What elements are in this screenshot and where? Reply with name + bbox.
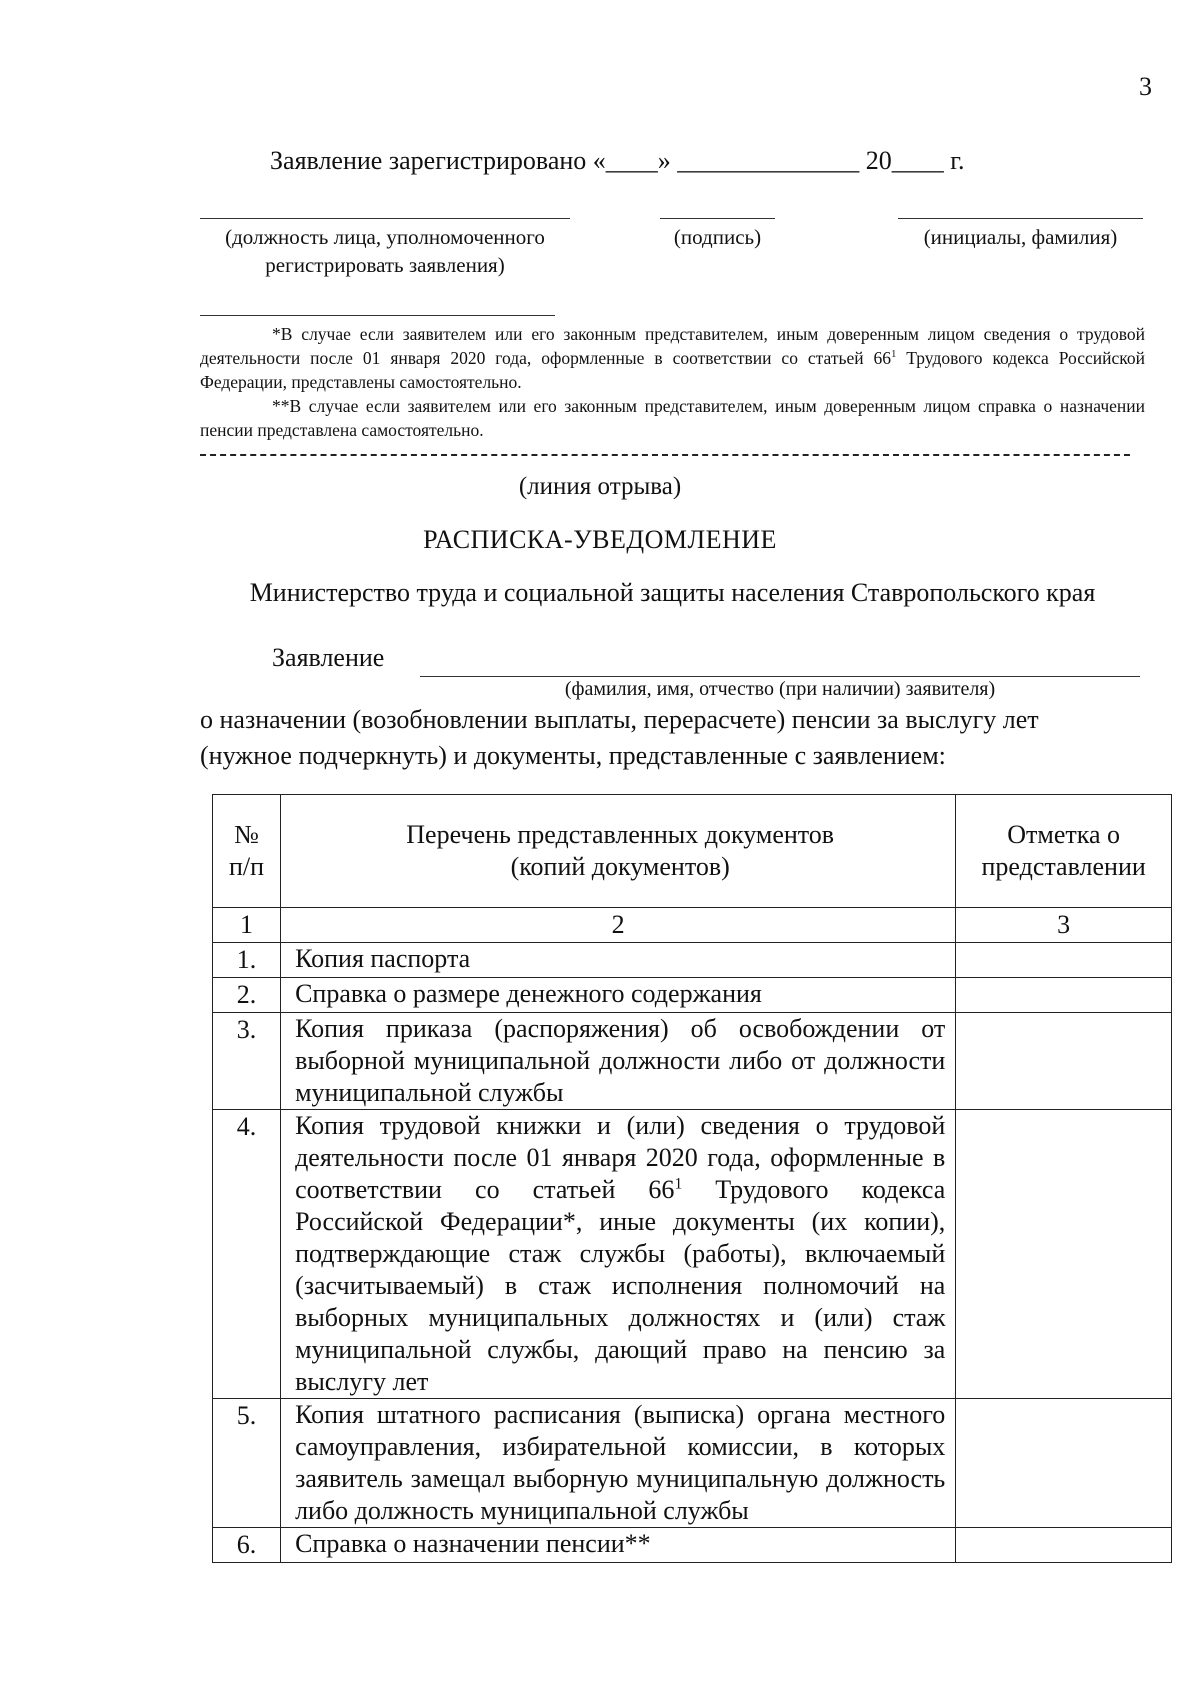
row-number: 2.: [213, 978, 281, 1013]
row-document: Справка о назначении пенсии**: [281, 1528, 956, 1563]
row-mark-cell[interactable]: [956, 1013, 1172, 1110]
table-row: [213, 943, 1172, 978]
registration-label: Заявление зарегистрировано «: [270, 146, 606, 175]
row-number: 3.: [213, 1013, 281, 1110]
position-underline: [200, 218, 570, 219]
document-title: РАСПИСКА-УВЕДОМЛЕНИЕ: [423, 525, 777, 554]
initials-caption: (инициалы, фамилия): [923, 225, 1118, 249]
header-documents: Перечень представленных документов (копий документов): [281, 795, 956, 908]
tear-line: [200, 454, 1130, 456]
registration-line: [270, 146, 965, 176]
row-mark-cell[interactable]: [956, 1110, 1172, 1399]
table-row: [213, 978, 1172, 1013]
footnote-1: *В случае если заявителем или его законным представителем, иным доверенным лицом сведения о трудовой деятельности после 01 января 2020 года, оформленные в соответствии со статьей $66^1$ Трудового кодекса Российской Федерации, представлены самостоятельно.: [200, 324, 1145, 392]
registration-year-blank: ____: [891, 146, 944, 175]
index-cell: 2: [281, 908, 956, 943]
signature-underline: [660, 218, 775, 219]
index-cell: 1: [213, 908, 281, 943]
signature-caption: (подпись): [673, 225, 762, 249]
documents-table: [212, 794, 1172, 1563]
intro-line1: о назначении (возобновлении выплаты, перерасчете) пенсии за выслугу лет: [200, 705, 1039, 734]
applicant-hint: (фамилия, имя, отчество (при наличии) заявителя): [564, 678, 996, 700]
row-document: Копия трудовой книжки и (или) сведения о трудовой деятельности после 01 января 2020 года, оформленные в соответствии со статьей $66^1$ Трудового кодекса Российской Федерации*, иные документы (их копии), подтверждающие стаж службы (работы), включаемый (засчитываемый) в стаж исполнения полномочий на выборных муниципальных должностях и (или) стаж муниципальной службы, дающий право на пенсию за выслугу лет: [281, 1110, 956, 1399]
table-row: [213, 1013, 1172, 1110]
header-num: № п/п: [213, 795, 281, 908]
ministry-name: Министерство труда и социальной защиты населения Ставропольского края: [249, 578, 1096, 607]
footnote-2: **В случае если заявителем или его законным представителем, иным доверенным лицом справка о назначении пенсии представлена самостоятельно.: [200, 396, 1145, 440]
row-document: Копия паспорта: [281, 943, 956, 978]
registration-close-quote: »: [657, 146, 671, 175]
tear-line-label: (линия отрыва): [518, 473, 682, 500]
intro-line2: (нужное подчеркнуть) и документы, представленные с заявлением:: [200, 741, 946, 770]
table-row: [213, 1110, 1172, 1399]
index-cell: 3: [956, 908, 1172, 943]
table-index-row: [213, 908, 1172, 943]
row-number: 6.: [213, 1528, 281, 1563]
row-document: Копия штатного расписания (выписка) органа местного самоуправления, избирательной комиссии, в которых заявитель замещал выборную муниципальную должность либо должность муниципальной службы: [281, 1399, 956, 1528]
footnote-separator: [200, 315, 555, 316]
position-caption-line2: регистрировать заявления): [265, 253, 505, 277]
row-mark-cell[interactable]: [956, 1399, 1172, 1528]
signature-field: [660, 218, 775, 251]
initials-underline: [898, 218, 1143, 219]
row-number: 1.: [213, 943, 281, 978]
row-mark-cell[interactable]: [956, 943, 1172, 978]
row-document: Справка о размере денежного содержания: [281, 978, 956, 1013]
position-caption-line1: (должность лица, уполномоченного: [225, 225, 545, 249]
row-document: Копия приказа (распоряжения) об освобождении от выборной муниципальной должности либо от должности муниципальной службы: [281, 1013, 956, 1110]
table-row: [213, 1528, 1172, 1563]
footnotes: [200, 322, 1145, 442]
row-mark-cell[interactable]: [956, 1528, 1172, 1563]
applicant-label: Заявление: [272, 643, 385, 672]
registration-day-blank: ____: [605, 146, 658, 175]
registration-month-blank: ______________: [677, 146, 860, 175]
row-number: 5.: [213, 1399, 281, 1528]
intro-text: [200, 702, 1145, 774]
header-mark: Отметка о представлении: [956, 795, 1172, 908]
page-number: 3: [1139, 72, 1152, 101]
registration-year-prefix: 20: [865, 146, 892, 175]
applicant-name-line: [420, 676, 1140, 677]
position-signature-field: [200, 218, 570, 279]
row-mark-cell[interactable]: [956, 978, 1172, 1013]
row-number: 4.: [213, 1110, 281, 1399]
registration-year-suffix: г.: [950, 146, 965, 175]
table-row: [213, 1399, 1172, 1528]
initials-field: [898, 218, 1143, 251]
table-header-row: [213, 795, 1172, 908]
